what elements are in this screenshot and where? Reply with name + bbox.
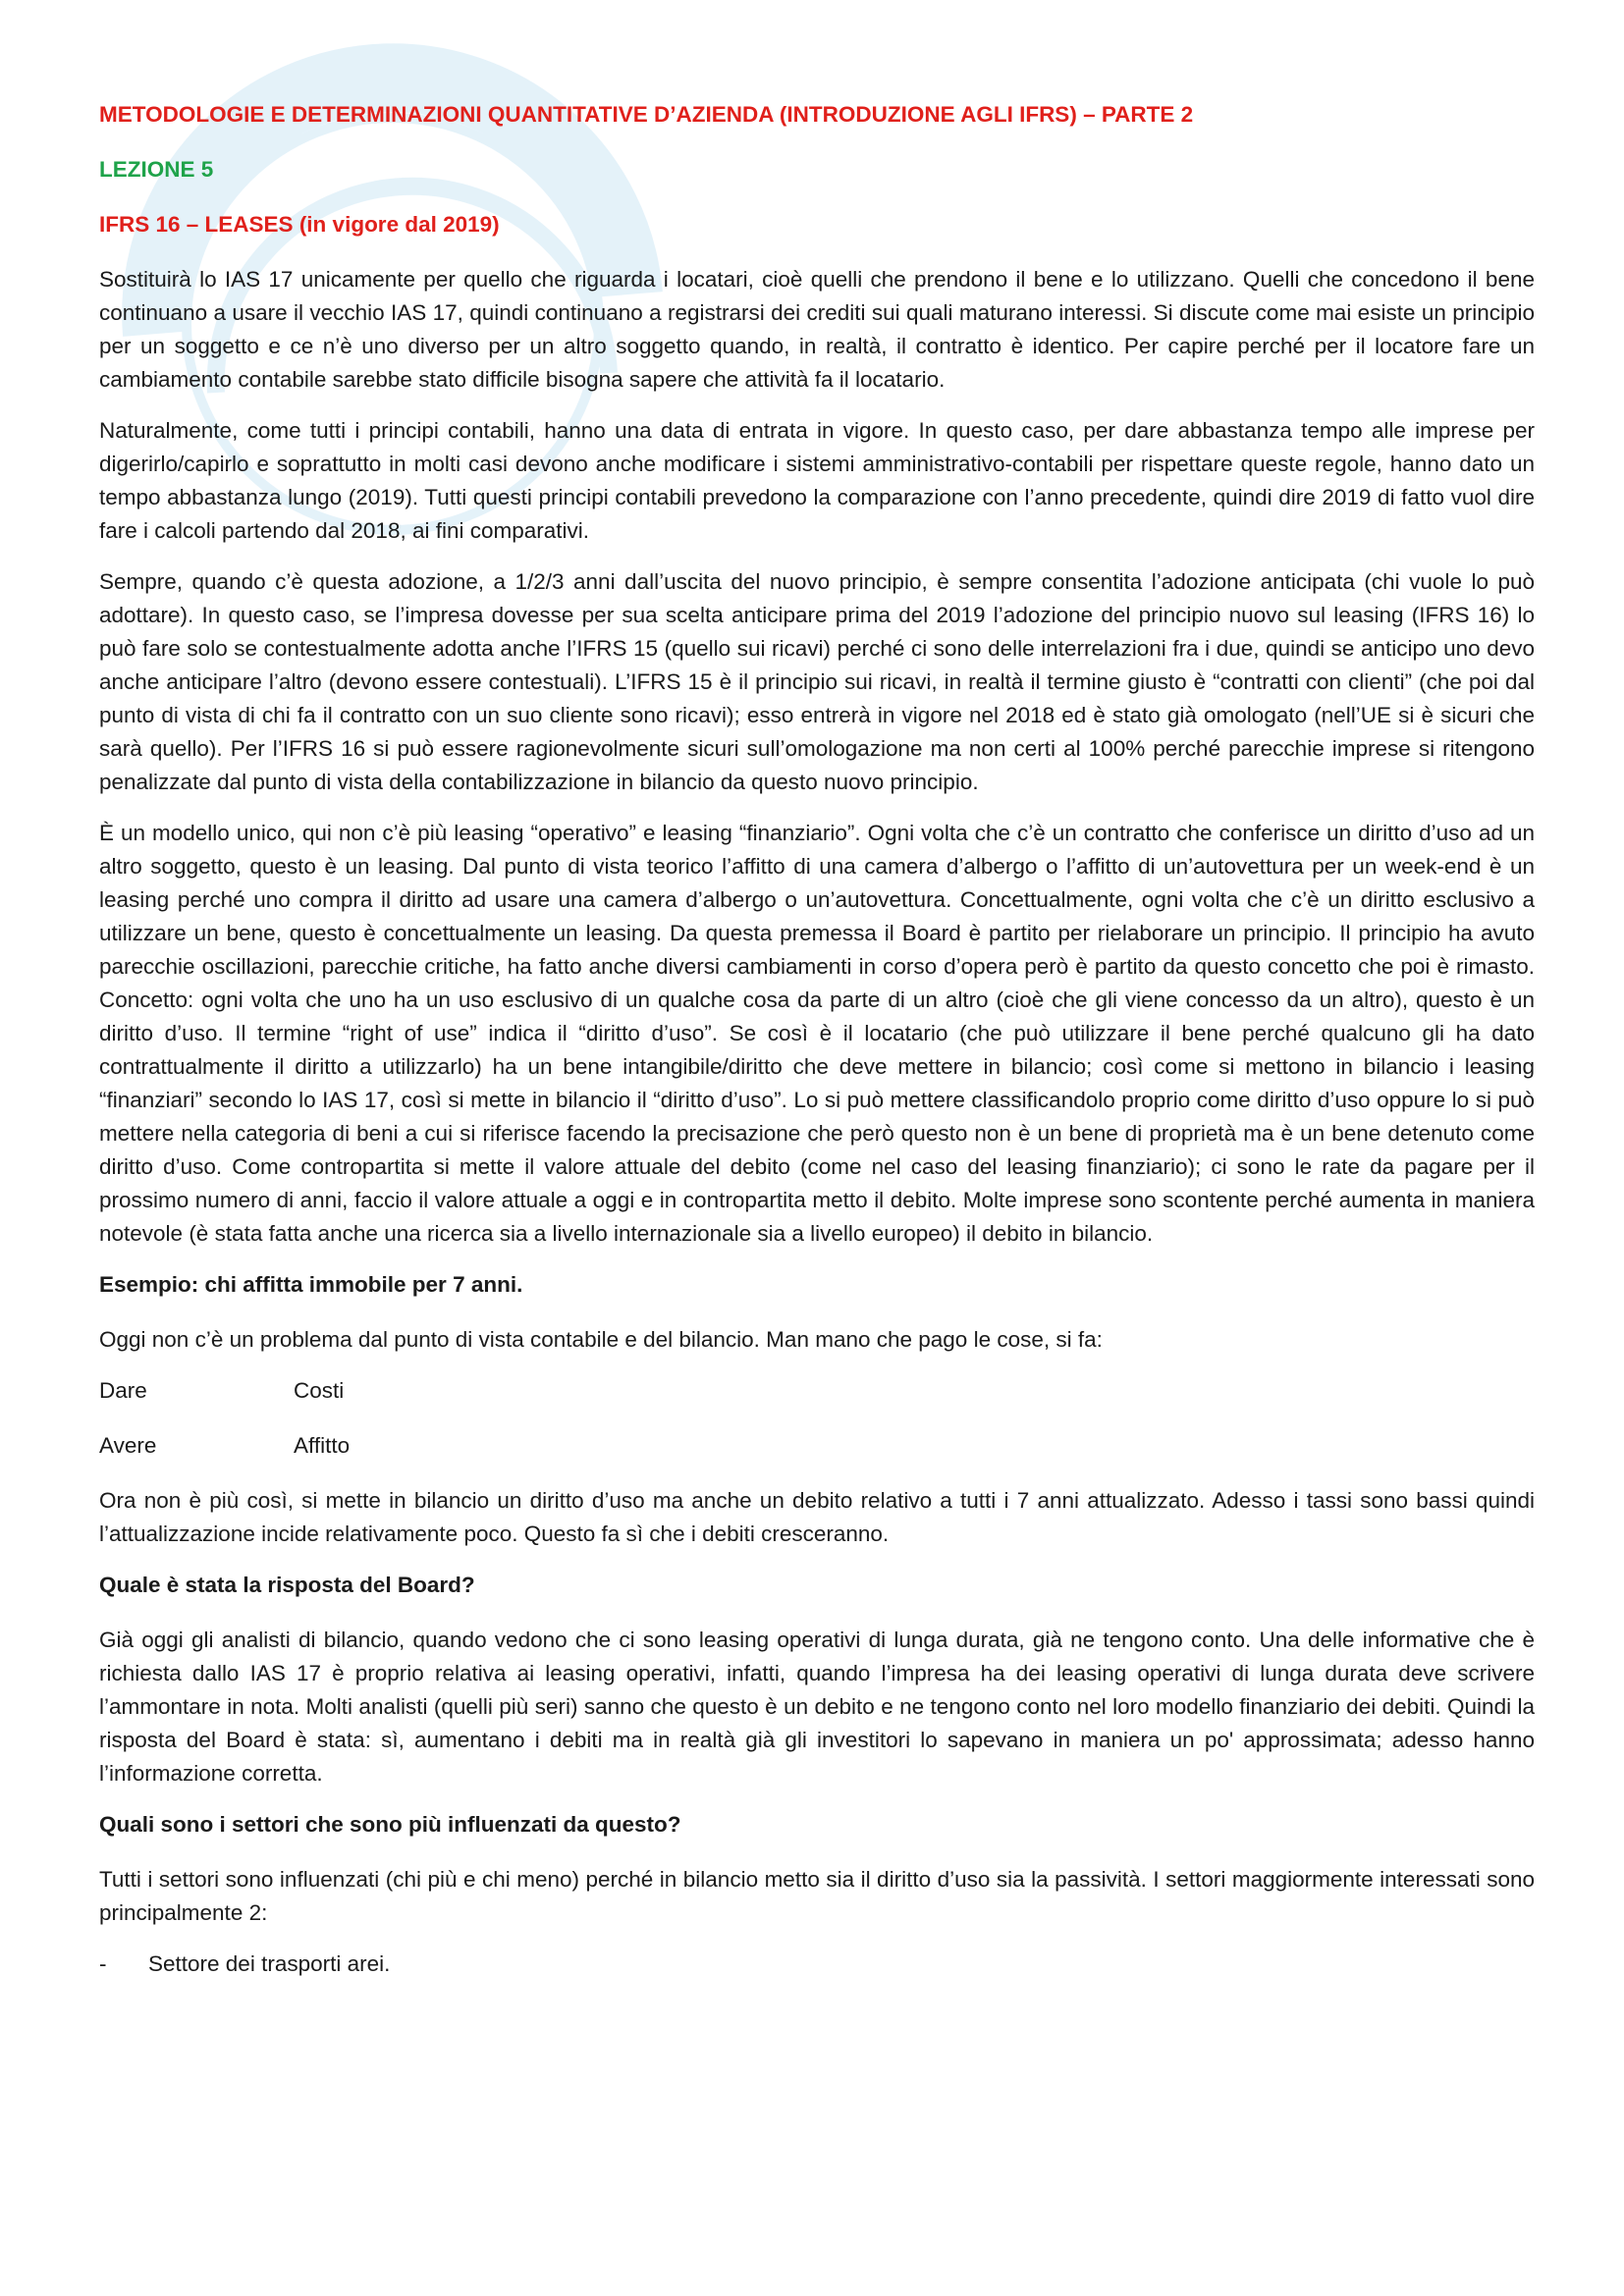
example-intro: Oggi non c’è un problema dal punto di vista contabile e del bilancio. Man mano che pago le cose, si fa: [99, 1327, 1103, 1352]
document-body [99, 98, 1535, 1981]
list-marker: - [99, 1951, 107, 1976]
example-heading: Esempio: chi affitta immobile per 7 anni. [99, 1272, 523, 1297]
paragraph: Naturalmente, come tutti i principi contabili, hanno una data di entrata in vigore. In questo caso, per dare abbastanza tempo alle imprese per digerirlo/capirlo e soprattutto in molti casi devono anche modificare i sistemi amministrativo-contabili per rispettare queste regole, hanno dato un tempo abbastanza lungo (2019). Tutti questi principi contabili prevedono la comparazione con l’anno precedente, quindi dire 2019 di fatto vuol dire fare i calcoli partendo dal 2018, ai fini comparativi. [99, 418, 1535, 543]
paragraph: Sostituirà lo IAS 17 unicamente per quello che riguarda i locatari, cioè quelli che prendono il bene e lo utilizzano. Quelli che concedono il bene continuano a usare il vecchio IAS 17, quindi continuano a registrarsi dei crediti sui quali maturano interessi. Si discute come mai esiste un principio per un soggetto e ce n’è uno diverso per un altro soggetto quando, in realtà, il contratto è identico. Per capire perché per il locatore fare un cambiamento contabile sarebbe stato difficile bisogna sapere che attività fa il locatario. [99, 267, 1535, 392]
paragraph: Già oggi gli analisti di bilancio, quando vedono che ci sono leasing operativi di lunga durata, già ne tengono conto. Una delle informative che è richiesta dallo IAS 17 è proprio relativa ai leasing operativi, infatti, quando l’impresa ha dei leasing operativi di lunga durata deve scrivere l’ammontare in nota. Molti analisti (quelli più seri) sanno che questo è un debito e ne tengono conto nel loro modello finanziario dei debiti. Quindi la risposta del Board è stata: sì, aumentano i debiti ma in realtà già gli investitori lo sapevano in maniera un po' approssimata; adesso hanno l’informazione corretta. [99, 1628, 1535, 1786]
paragraph: È un modello unico, qui non c’è più leasing “operativo” e leasing “finanziario”. Ogni volta che c’è un contratto che conferisce un diritto d’uso ad un altro soggetto, questo è un leasing. Dal punto di vista teorico l’affitto di una camera d’albergo o l’affitto di un’autovettura per un week-end è un leasing perché uno compra il diritto ad usare una camera d’albergo o un’autovettura. Concettualmente, ogni volta che c’è un diritto esclusivo a utilizzare un bene, questo è concettualmente un leasing. Da questa premessa il Board è partito per rielaborare un principio. Il principio ha avuto parecchie oscillazioni, parecchie critiche, ha fatto anche diversi cambiamenti in corso d’opera però è partito da questo concetto che poi è rimasto. Concetto: ogni volta che uno ha un uso esclusivo di un qualche cosa da parte di un altro (cioè che gli viene concesso da un altro), questo è un diritto d’uso. Il termine “right of use” indica il “diritto d’uso”. Se così è il locatario (che può utilizzare il bene perché qualcuno gli ha dato contrattualmente il diritto a utilizzarlo) ha un bene intangibile/diritto che deve mettere in bilancio; così come si mettono in bilancio i leasing “finanziari” secondo lo IAS 17, così si mette in bilancio il “diritto d’uso”. Lo si può mettere classificandolo proprio come diritto d’uso oppure lo si può mettere nella categoria di beni a cui si riferisce facendo la precisazione che però questo non è un bene di proprietà ma è un bene detenuto come diritto d’uso. Come contropartita si mette il valore attuale del debito (come nel caso del leasing finanziario); ci sono le rate da pagare per il prossimo numero di anni, faccio il valore attuale a oggi e in contropartita metto il debito. Molte imprese sono scontente perché aumenta in maniera notevole (è stata fatta anche una ricerca sia a livello internazionale sia a livello europeo) il debito in bilancio. [99, 821, 1535, 1246]
paragraph: Tutti i settori sono influenzati (chi più e chi meno) perché in bilancio metto sia il diritto d’uso sia la passività. I settori maggiormente interessati sono principalmente 2: [99, 1867, 1535, 1925]
question-heading: Quali sono i settori che sono più influenzati da questo? [99, 1812, 681, 1837]
paragraph: Ora non è più così, si mette in bilancio un diritto d’uso ma anche un debito relativo a tutti i 7 anni attualizzato. Adesso i tassi sono bassi quindi l’attualizzazione incide relativamente poco. Questo fa sì che i debiti cresceranno. [99, 1488, 1535, 1546]
entry-row [99, 1374, 1535, 1408]
lesson-heading: LEZIONE 5 [99, 157, 214, 182]
entry-row [99, 1429, 1535, 1463]
entry-value: Affitto [294, 1433, 351, 1458]
section-heading: IFRS 16 – LEASES (in vigore dal 2019) [99, 212, 500, 237]
list-item [99, 1948, 1535, 1981]
entry-value: Costi [294, 1378, 345, 1403]
paragraph: Sempre, quando c’è questa adozione, a 1/2/3 anni dall’uscita del nuovo principio, è sempre consentita l’adozione anticipata (chi vuole lo può adottare). In questo caso, se l’impresa dovesse per sua scelta anticipare prima del 2019 l’adozione del principio nuovo sul leasing (IFRS 16) lo può fare solo se contestualmente adotta anche l’IFRS 15 (quello sui ricavi) perché ci sono delle interrelazioni fra i due, quindi se anticipo uno devo anche anticipare l’altro (devono essere contestuali). L’IFRS 15 è il principio sui ricavi, in realtà il termine giusto è “contratti con clienti” (che poi dal punto di vista di chi fa il contratto con un suo cliente sono ricavi); esso entrerà in vigore nel 2018 ed è stato già omologato (nell’UE si è sicuri che sarà quello). Per l’IFRS 16 si può essere ragionevolmente sicuri sull’omologazione ma non certi al 100% perché parecchie imprese si ritengono penalizzate dal punto di vista della contabilizzazione in bilancio da questo nuovo principio. [99, 569, 1535, 794]
entry-key: Avere [99, 1433, 157, 1458]
list-item-text: Settore dei trasporti arei. [148, 1951, 391, 1976]
entry-key: Dare [99, 1378, 147, 1403]
document-title: METODOLOGIE E DETERMINAZIONI QUANTITATIVE D’AZIENDA (INTRODUZIONE AGLI IFRS) – PARTE 2 [99, 102, 1194, 127]
question-heading: Quale è stata la risposta del Board? [99, 1573, 475, 1597]
